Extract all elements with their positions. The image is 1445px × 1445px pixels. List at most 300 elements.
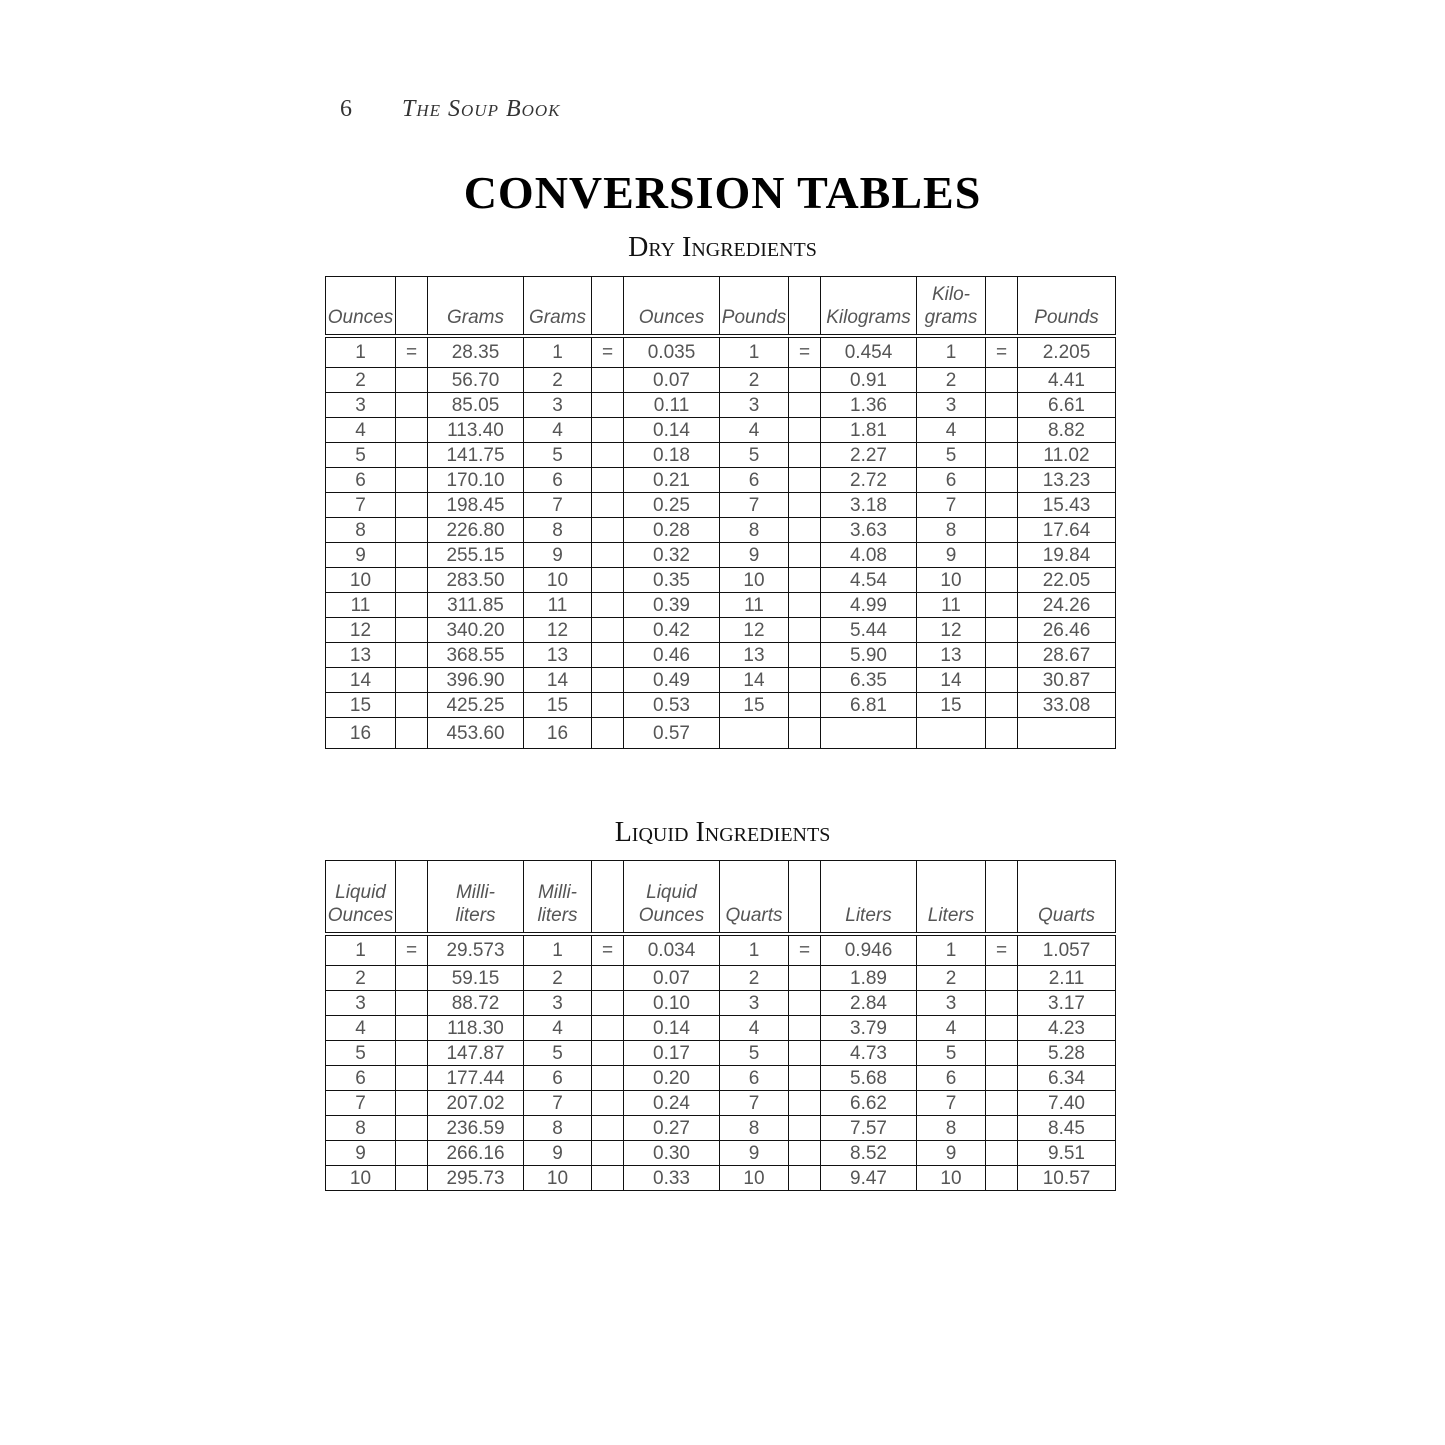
table-cell: 4 bbox=[720, 1016, 789, 1041]
table-cell bbox=[986, 518, 1018, 543]
table-cell: 12 bbox=[917, 618, 986, 643]
table-cell bbox=[592, 493, 624, 518]
table-cell bbox=[396, 643, 428, 668]
table-cell: 4.23 bbox=[1018, 1016, 1116, 1041]
table-cell: 2 bbox=[326, 966, 396, 991]
table-cell: 5.68 bbox=[821, 1066, 917, 1091]
table-cell: 9.47 bbox=[821, 1166, 917, 1191]
table-cell bbox=[592, 718, 624, 749]
table-cell bbox=[396, 1066, 428, 1091]
table-cell bbox=[592, 966, 624, 991]
column-header: Pounds bbox=[720, 277, 789, 337]
table-cell: 3.79 bbox=[821, 1016, 917, 1041]
table-cell: 6 bbox=[720, 468, 789, 493]
table-cell: 0.21 bbox=[624, 468, 720, 493]
table-cell: 15 bbox=[720, 693, 789, 718]
table-cell: = bbox=[789, 934, 821, 966]
table-cell bbox=[986, 543, 1018, 568]
table-cell: 19.84 bbox=[1018, 543, 1116, 568]
table-cell: 1.89 bbox=[821, 966, 917, 991]
table-cell bbox=[592, 1141, 624, 1166]
table-cell bbox=[789, 966, 821, 991]
table-cell: 14 bbox=[326, 668, 396, 693]
table-cell: 0.91 bbox=[821, 368, 917, 393]
table-cell: 29.573 bbox=[428, 934, 524, 966]
table-row bbox=[326, 593, 1116, 618]
table-cell: 368.55 bbox=[428, 643, 524, 668]
table-cell: 2 bbox=[917, 368, 986, 393]
table-cell: 3 bbox=[524, 393, 592, 418]
table-cell: 5 bbox=[917, 443, 986, 468]
column-header bbox=[789, 861, 821, 935]
table-cell: 22.05 bbox=[1018, 568, 1116, 593]
column-header: Liters bbox=[917, 861, 986, 935]
table-cell: 10 bbox=[326, 568, 396, 593]
table-cell: 266.16 bbox=[428, 1141, 524, 1166]
table-cell bbox=[396, 1116, 428, 1141]
dry-ingredients-title: Dry Ingredients bbox=[628, 232, 817, 263]
table-cell bbox=[789, 1016, 821, 1041]
table-cell: 0.14 bbox=[624, 418, 720, 443]
table-cell bbox=[396, 393, 428, 418]
table-cell: 14 bbox=[524, 668, 592, 693]
table-cell: 0.20 bbox=[624, 1066, 720, 1091]
table-cell: 56.70 bbox=[428, 368, 524, 393]
table-row bbox=[326, 543, 1116, 568]
table-cell: 0.17 bbox=[624, 1041, 720, 1066]
table-cell: 0.32 bbox=[624, 543, 720, 568]
table-cell bbox=[986, 693, 1018, 718]
table-cell: 7.40 bbox=[1018, 1091, 1116, 1116]
book-title: The Soup Book bbox=[402, 96, 561, 122]
table-cell bbox=[986, 593, 1018, 618]
table-cell bbox=[821, 718, 917, 749]
table-cell: 12 bbox=[326, 618, 396, 643]
table-row bbox=[326, 443, 1116, 468]
column-header bbox=[986, 861, 1018, 935]
table-cell bbox=[592, 991, 624, 1016]
table-cell: 147.87 bbox=[428, 1041, 524, 1066]
table-cell: 12 bbox=[720, 618, 789, 643]
table-cell: 226.80 bbox=[428, 518, 524, 543]
table-cell: 3 bbox=[917, 393, 986, 418]
table-row bbox=[326, 493, 1116, 518]
column-header: Liquid Ounces bbox=[326, 861, 396, 935]
table-cell: 14 bbox=[917, 668, 986, 693]
table-cell bbox=[396, 668, 428, 693]
table-cell: 33.08 bbox=[1018, 693, 1116, 718]
table-row bbox=[326, 518, 1116, 543]
liquid-ingredients-table bbox=[325, 860, 1116, 1191]
table-cell: 88.72 bbox=[428, 991, 524, 1016]
table-row bbox=[326, 1091, 1116, 1116]
table-cell: 4 bbox=[917, 1016, 986, 1041]
table-cell bbox=[789, 1041, 821, 1066]
table-cell: 5.90 bbox=[821, 643, 917, 668]
table-cell: 8.52 bbox=[821, 1141, 917, 1166]
table-cell bbox=[789, 418, 821, 443]
table-row bbox=[326, 568, 1116, 593]
table-cell bbox=[789, 368, 821, 393]
table-cell: 1 bbox=[917, 336, 986, 368]
table-cell bbox=[986, 718, 1018, 749]
table-cell: 0.57 bbox=[624, 718, 720, 749]
table-cell: 1 bbox=[326, 934, 396, 966]
table-cell: 11 bbox=[524, 593, 592, 618]
table-cell: 4 bbox=[326, 418, 396, 443]
table-cell bbox=[789, 643, 821, 668]
table-cell bbox=[396, 568, 428, 593]
table-cell: 3.17 bbox=[1018, 991, 1116, 1016]
table-cell: 170.10 bbox=[428, 468, 524, 493]
table-cell bbox=[592, 668, 624, 693]
table-cell: 13.23 bbox=[1018, 468, 1116, 493]
table-cell: 0.25 bbox=[624, 493, 720, 518]
table-cell: = bbox=[396, 336, 428, 368]
table-cell: 5 bbox=[326, 443, 396, 468]
table-cell: 3 bbox=[917, 991, 986, 1016]
table-cell: 16 bbox=[326, 718, 396, 749]
dry-ingredients-table bbox=[325, 276, 1116, 749]
table-cell: 1.36 bbox=[821, 393, 917, 418]
table-row bbox=[326, 1016, 1116, 1041]
table-cell bbox=[986, 1041, 1018, 1066]
table-row bbox=[326, 668, 1116, 693]
table-cell: 9 bbox=[917, 1141, 986, 1166]
table-cell bbox=[396, 543, 428, 568]
table-cell: 7 bbox=[917, 493, 986, 518]
column-header: Kilograms bbox=[821, 277, 917, 337]
table-cell: 7 bbox=[524, 1091, 592, 1116]
column-header bbox=[592, 861, 624, 935]
table-cell: 0.35 bbox=[624, 568, 720, 593]
table-cell bbox=[986, 668, 1018, 693]
table-cell: = bbox=[592, 336, 624, 368]
table-cell: 9 bbox=[326, 543, 396, 568]
table-cell: 0.946 bbox=[821, 934, 917, 966]
table-cell bbox=[396, 718, 428, 749]
table-cell: 2.205 bbox=[1018, 336, 1116, 368]
table-cell: 0.39 bbox=[624, 593, 720, 618]
table-cell: 7 bbox=[720, 1091, 789, 1116]
table-cell: 2 bbox=[917, 966, 986, 991]
table-cell bbox=[1018, 718, 1116, 749]
table-cell: 10 bbox=[720, 1166, 789, 1191]
table-cell: 1.81 bbox=[821, 418, 917, 443]
table-cell bbox=[986, 1141, 1018, 1166]
table-cell: 6 bbox=[720, 1066, 789, 1091]
table-cell: 0.034 bbox=[624, 934, 720, 966]
table-cell: 8.45 bbox=[1018, 1116, 1116, 1141]
table-cell: 2 bbox=[720, 368, 789, 393]
table-cell: 9 bbox=[720, 1141, 789, 1166]
table-cell: 6.81 bbox=[821, 693, 917, 718]
column-header: Quarts bbox=[1018, 861, 1116, 935]
table-cell: 6 bbox=[524, 468, 592, 493]
table-cell: 0.07 bbox=[624, 966, 720, 991]
table-cell: 1 bbox=[524, 336, 592, 368]
table-cell: 0.454 bbox=[821, 336, 917, 368]
table-cell: = bbox=[986, 336, 1018, 368]
table-cell bbox=[592, 1166, 624, 1191]
table-cell bbox=[396, 991, 428, 1016]
table-cell bbox=[986, 568, 1018, 593]
table-cell: 2.27 bbox=[821, 443, 917, 468]
table-cell: 13 bbox=[917, 643, 986, 668]
column-header: Pounds bbox=[1018, 277, 1116, 337]
table-cell bbox=[789, 668, 821, 693]
table-cell bbox=[592, 1091, 624, 1116]
table-cell: 295.73 bbox=[428, 1166, 524, 1191]
table-cell bbox=[986, 1016, 1018, 1041]
table-cell: 5 bbox=[720, 443, 789, 468]
table-cell: 6.62 bbox=[821, 1091, 917, 1116]
table-cell: 198.45 bbox=[428, 493, 524, 518]
column-header: Grams bbox=[428, 277, 524, 337]
table-cell bbox=[789, 1166, 821, 1191]
table-cell: 24.26 bbox=[1018, 593, 1116, 618]
table-cell: 12 bbox=[524, 618, 592, 643]
table-row bbox=[326, 1166, 1116, 1191]
table-row bbox=[326, 1041, 1116, 1066]
column-header bbox=[592, 277, 624, 337]
table-cell: 4 bbox=[326, 1016, 396, 1041]
table-cell: 0.27 bbox=[624, 1116, 720, 1141]
table-cell bbox=[986, 393, 1018, 418]
table-cell bbox=[396, 693, 428, 718]
table-cell bbox=[789, 1091, 821, 1116]
table-cell: 7 bbox=[720, 493, 789, 518]
table-cell: 0.28 bbox=[624, 518, 720, 543]
table-cell: 6 bbox=[524, 1066, 592, 1091]
page-title: CONVERSION TABLES bbox=[463, 167, 982, 218]
table-cell bbox=[789, 718, 821, 749]
table-cell: 15.43 bbox=[1018, 493, 1116, 518]
table-cell: 28.35 bbox=[428, 336, 524, 368]
table-cell: 113.40 bbox=[428, 418, 524, 443]
table-cell: 9.51 bbox=[1018, 1141, 1116, 1166]
table-cell: 396.90 bbox=[428, 668, 524, 693]
table-cell: 7 bbox=[917, 1091, 986, 1116]
table-cell: 0.07 bbox=[624, 368, 720, 393]
table-cell bbox=[592, 593, 624, 618]
table-cell bbox=[789, 618, 821, 643]
table-cell bbox=[986, 1091, 1018, 1116]
table-cell: 4.08 bbox=[821, 543, 917, 568]
table-cell bbox=[592, 1016, 624, 1041]
liquid-ingredients-title: Liquid Ingredients bbox=[614, 817, 831, 848]
table-cell bbox=[986, 966, 1018, 991]
table-cell bbox=[789, 1116, 821, 1141]
table-cell bbox=[592, 643, 624, 668]
table-cell: 10.57 bbox=[1018, 1166, 1116, 1191]
table-cell bbox=[789, 1066, 821, 1091]
table-cell: 11 bbox=[720, 593, 789, 618]
table-cell: 4 bbox=[720, 418, 789, 443]
table-row bbox=[326, 934, 1116, 966]
table-cell bbox=[396, 468, 428, 493]
table-row bbox=[326, 718, 1116, 749]
table-cell: 7 bbox=[524, 493, 592, 518]
table-cell: 6 bbox=[326, 1066, 396, 1091]
table-cell: 5 bbox=[326, 1041, 396, 1066]
table-cell bbox=[789, 468, 821, 493]
table-cell: 2 bbox=[524, 966, 592, 991]
running-head bbox=[340, 96, 561, 123]
table-cell bbox=[986, 643, 1018, 668]
table-cell: 10 bbox=[326, 1166, 396, 1191]
table-cell: 8 bbox=[720, 1116, 789, 1141]
table-cell bbox=[789, 991, 821, 1016]
column-header: Ounces bbox=[326, 277, 396, 337]
column-header: Liquid Ounces bbox=[624, 861, 720, 935]
table-cell bbox=[592, 468, 624, 493]
table-cell: 5 bbox=[917, 1041, 986, 1066]
table-cell: 4.99 bbox=[821, 593, 917, 618]
table-cell: 30.87 bbox=[1018, 668, 1116, 693]
table-cell: 6 bbox=[917, 1066, 986, 1091]
table-cell: 5.28 bbox=[1018, 1041, 1116, 1066]
table-cell: 10 bbox=[917, 568, 986, 593]
table-cell bbox=[396, 1041, 428, 1066]
table-cell bbox=[789, 1141, 821, 1166]
table-cell bbox=[986, 618, 1018, 643]
table-cell: 3 bbox=[326, 991, 396, 1016]
table-cell: 6 bbox=[326, 468, 396, 493]
table-cell: 13 bbox=[524, 643, 592, 668]
table-cell: 4 bbox=[524, 418, 592, 443]
table-cell bbox=[592, 393, 624, 418]
table-cell: 4 bbox=[524, 1016, 592, 1041]
table-cell: 1 bbox=[326, 336, 396, 368]
table-cell: 2.11 bbox=[1018, 966, 1116, 991]
table-cell: 141.75 bbox=[428, 443, 524, 468]
table-cell: 2.84 bbox=[821, 991, 917, 1016]
table-cell bbox=[396, 966, 428, 991]
table-cell: 26.46 bbox=[1018, 618, 1116, 643]
table-cell: 10 bbox=[917, 1166, 986, 1191]
table-cell: 3 bbox=[524, 991, 592, 1016]
table-cell: 0.30 bbox=[624, 1141, 720, 1166]
table-cell: 9 bbox=[524, 543, 592, 568]
table-cell: 0.42 bbox=[624, 618, 720, 643]
page-number: 6 bbox=[340, 96, 352, 122]
table-row bbox=[326, 418, 1116, 443]
table-cell: 3.63 bbox=[821, 518, 917, 543]
table-cell: 9 bbox=[720, 543, 789, 568]
table-cell: 177.44 bbox=[428, 1066, 524, 1091]
table-cell bbox=[396, 418, 428, 443]
table-cell bbox=[396, 443, 428, 468]
table-cell: 3.18 bbox=[821, 493, 917, 518]
table-cell bbox=[592, 368, 624, 393]
table-cell: 10 bbox=[720, 568, 789, 593]
column-header: Ounces bbox=[624, 277, 720, 337]
table-header-row bbox=[326, 861, 1116, 935]
table-cell: 4.73 bbox=[821, 1041, 917, 1066]
table-cell bbox=[592, 518, 624, 543]
column-header: Milli- liters bbox=[428, 861, 524, 935]
table-cell: 8 bbox=[326, 518, 396, 543]
table-cell: 3 bbox=[720, 393, 789, 418]
table-cell: 2 bbox=[326, 368, 396, 393]
table-row bbox=[326, 1141, 1116, 1166]
table-cell: 9 bbox=[524, 1141, 592, 1166]
table-cell: 7 bbox=[326, 493, 396, 518]
table-cell: 0.33 bbox=[624, 1166, 720, 1191]
table-cell: 5 bbox=[524, 1041, 592, 1066]
table-cell bbox=[986, 1166, 1018, 1191]
column-header: Quarts bbox=[720, 861, 789, 935]
table-cell: 10 bbox=[524, 1166, 592, 1191]
table-cell: 15 bbox=[326, 693, 396, 718]
table-cell: 8 bbox=[720, 518, 789, 543]
table-cell: 8 bbox=[524, 1116, 592, 1141]
table-cell bbox=[789, 593, 821, 618]
table-cell bbox=[396, 1141, 428, 1166]
table-cell: 0.035 bbox=[624, 336, 720, 368]
table-cell bbox=[986, 1116, 1018, 1141]
column-header bbox=[396, 861, 428, 935]
table-cell: 0.24 bbox=[624, 1091, 720, 1116]
table-cell: 0.11 bbox=[624, 393, 720, 418]
table-header-row bbox=[326, 277, 1116, 337]
table-cell: 4.54 bbox=[821, 568, 917, 593]
table-cell bbox=[720, 718, 789, 749]
column-header bbox=[986, 277, 1018, 337]
table-row bbox=[326, 1066, 1116, 1091]
table-cell: 3 bbox=[720, 991, 789, 1016]
table-cell: 425.25 bbox=[428, 693, 524, 718]
table-cell bbox=[396, 1166, 428, 1191]
table-cell: 5 bbox=[524, 443, 592, 468]
column-header: Grams bbox=[524, 277, 592, 337]
table-row bbox=[326, 643, 1116, 668]
table-cell: 1 bbox=[917, 934, 986, 966]
table-cell: 3 bbox=[326, 393, 396, 418]
table-cell: 1.057 bbox=[1018, 934, 1116, 966]
table-cell bbox=[789, 393, 821, 418]
table-cell bbox=[789, 543, 821, 568]
table-cell: 340.20 bbox=[428, 618, 524, 643]
table-cell: 0.18 bbox=[624, 443, 720, 468]
table-cell bbox=[789, 493, 821, 518]
table-cell: 17.64 bbox=[1018, 518, 1116, 543]
table-row bbox=[326, 468, 1116, 493]
table-cell: 8.82 bbox=[1018, 418, 1116, 443]
table-cell: 4 bbox=[917, 418, 986, 443]
table-cell: 11.02 bbox=[1018, 443, 1116, 468]
column-header: Liters bbox=[821, 861, 917, 935]
table-cell: = bbox=[592, 934, 624, 966]
table-cell: 16 bbox=[524, 718, 592, 749]
table-cell bbox=[592, 543, 624, 568]
table-cell bbox=[396, 593, 428, 618]
table-cell: 0.46 bbox=[624, 643, 720, 668]
table-cell: 207.02 bbox=[428, 1091, 524, 1116]
table-cell: 118.30 bbox=[428, 1016, 524, 1041]
table-cell: 283.50 bbox=[428, 568, 524, 593]
table-cell: 8 bbox=[917, 518, 986, 543]
column-header bbox=[789, 277, 821, 337]
column-header: Milli- liters bbox=[524, 861, 592, 935]
table-cell: 85.05 bbox=[428, 393, 524, 418]
table-cell bbox=[986, 468, 1018, 493]
table-cell: 8 bbox=[917, 1116, 986, 1141]
table-cell: 6.34 bbox=[1018, 1066, 1116, 1091]
table-cell bbox=[986, 368, 1018, 393]
table-cell: 311.85 bbox=[428, 593, 524, 618]
